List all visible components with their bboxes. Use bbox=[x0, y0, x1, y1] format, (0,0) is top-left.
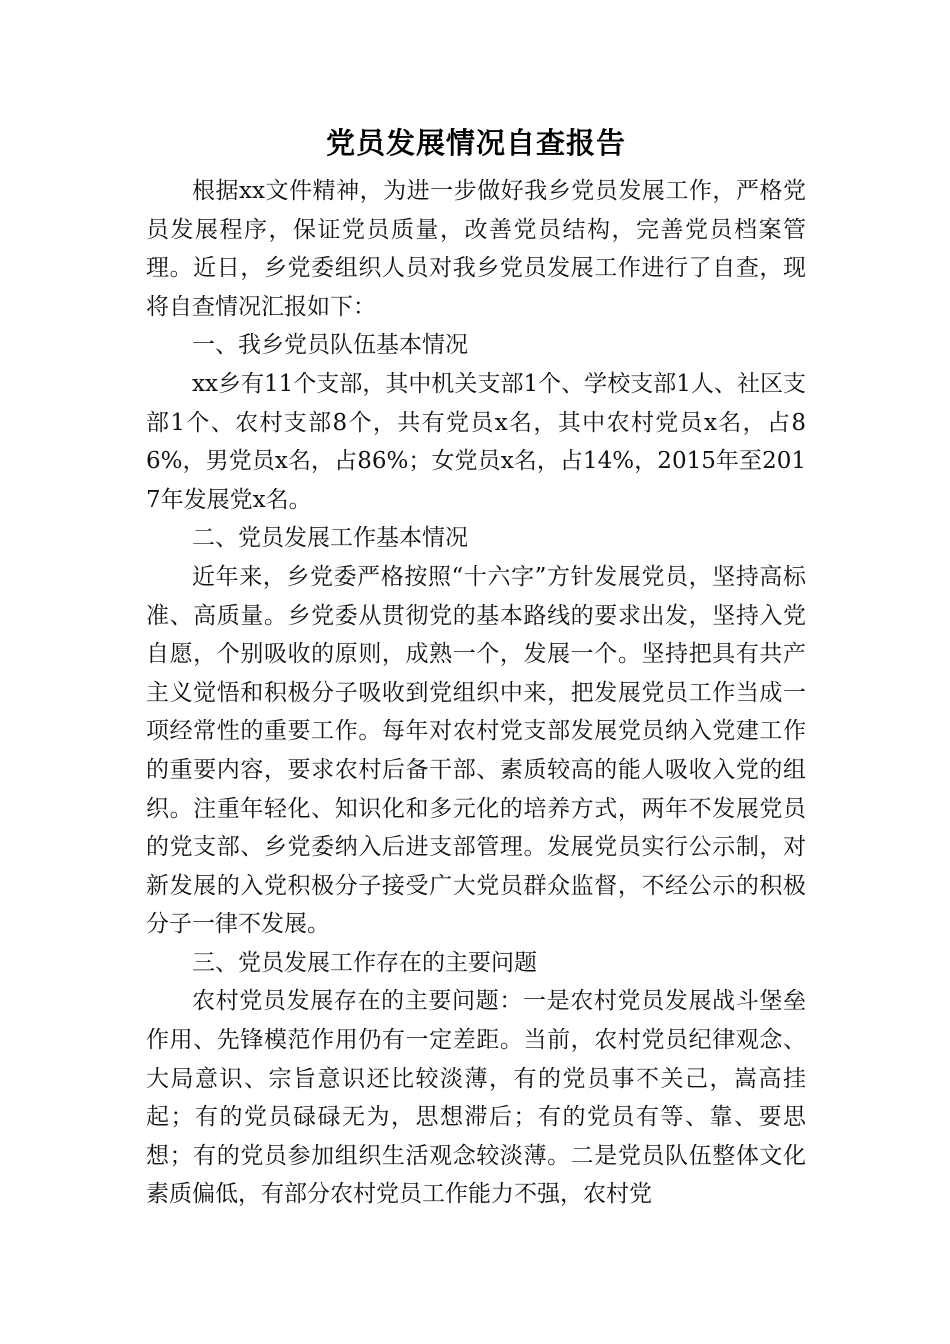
section-heading-3: 三、党员发展工作存在的主要问题 bbox=[192, 949, 537, 976]
section-heading-2: 二、党员发展工作基本情况 bbox=[192, 525, 468, 552]
section-heading-1: 一、我乡党员队伍基本情况 bbox=[192, 332, 468, 359]
section-3-paragraph: 农村党员发展存在的主要问题：一是农村党员发展战斗堡垒作用、先锋模范作用仍有一定差距。当前，农村党员纪律观念、大局意识、宗旨意识还比较淡薄，有的党员事不关己，嵩高挂起；有的党员碌碌无为，思想滞后；有的党员有等、靠、要思想；有的党员参加组织生活观念较淡薄。二是党员队伍整体文化素质偏低，有部分农村党员工作能力不强，农村党 bbox=[146, 988, 806, 1208]
section-2-paragraph: 近年来，乡党委严格按照“十六字”方针发展党员，坚持高标准、高质量。乡党委从贯彻党的基本路线的要求出发，坚持入党自愿，个别吸收的原则，成熟一个，发展一个。坚持把具有共产主义觉悟和积极分子吸收到党组织中来，把发展党员工作当成一项经常性的重要工作。每年对农村党支部发展党员纳入党建工作的重要内容，要求农村后备干部、素质较高的能人吸收入党的组织。注重年轻化、知识化和多元化的培养方式，两年不发展党员的党支部、乡党委纳入后进支部管理。发展党员实行公示制，对新发展的入党积极分子接受广大党员群众监督，不经公示的积极分子一律不发展。 bbox=[146, 563, 806, 938]
document-title: 党员发展情况自查报告 bbox=[325, 126, 626, 160]
document-body bbox=[146, 118, 806, 1214]
section-1-paragraph: xx乡有11个支部，其中机关支部1个、学校支部1人、社区支部1个、农村支部8个，共有党员x名，其中农村党员x名，占86%，男党员x名，占86%；女党员x名，占14%，2015年至2017年发展党x名。 bbox=[146, 370, 806, 513]
intro-paragraph: 根据xx文件精神，为进一步做好我乡党员发展工作，严格党员发展程序，保证党员质量，改善党员结构，完善党员档案管理。近日，乡党委组织人员对我乡党员发展工作进行了自查，现将自查情况汇报如下： bbox=[146, 178, 806, 320]
